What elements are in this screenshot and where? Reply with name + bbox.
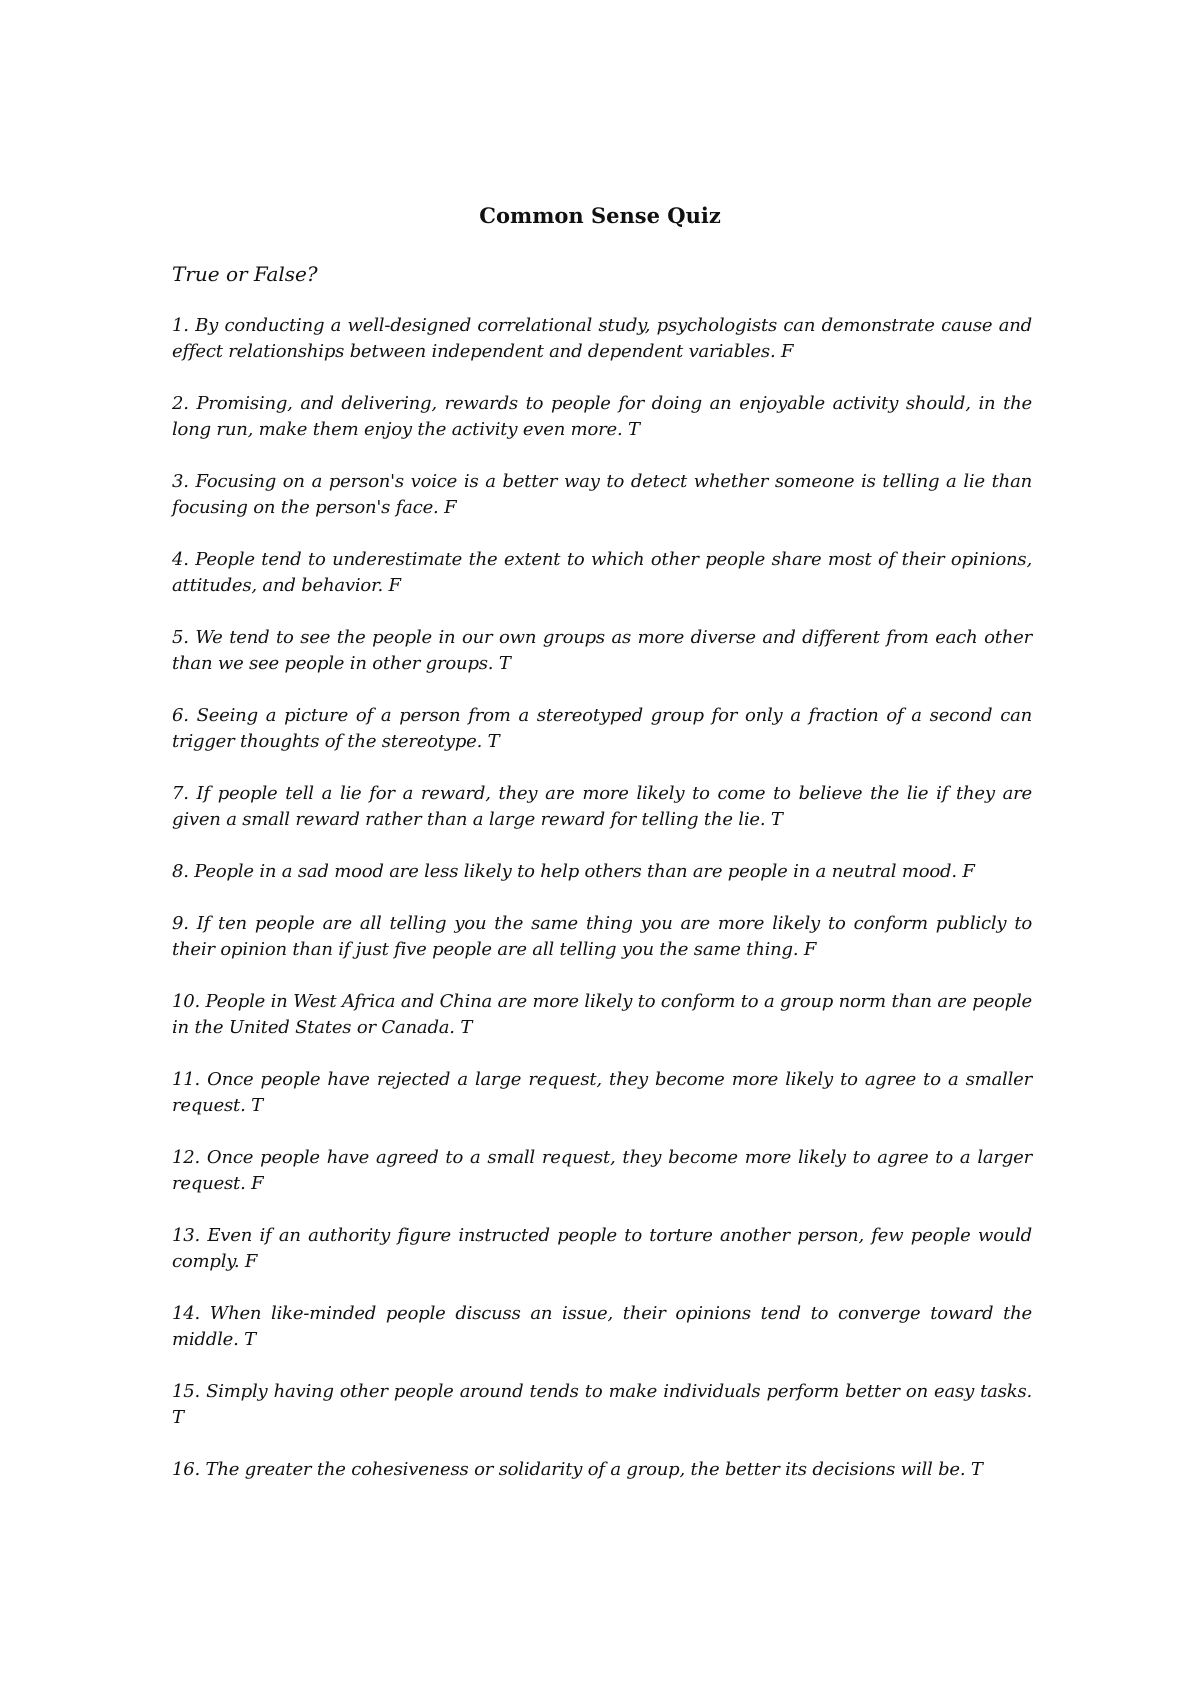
question-item: 4. People tend to underestimate the extent to which other people share most of their opinions, attitudes, and behavior. F (172, 549, 1032, 596)
question-item: 13. Even if an authority figure instructed people to torture another person, few people would comply. F (172, 1225, 1032, 1272)
page-subtitle: True or False? (172, 262, 318, 286)
page-title: Common Sense Quiz (479, 203, 721, 228)
question-item: 6. Seeing a picture of a person from a stereotyped group for only a fraction of a second can trigger thoughts of the stereotype. T (172, 705, 1032, 752)
question-item: 12. Once people have agreed to a small request, they become more likely to agree to a larger request. F (172, 1147, 1032, 1194)
question-item: 7. If people tell a lie for a reward, they are more likely to come to believe the lie if they are given a small reward rather than a large reward for telling the lie. T (172, 783, 1032, 830)
question-item: 5. We tend to see the people in our own groups as more diverse and different from each other than we see people in other groups. T (172, 627, 1032, 674)
question-item: 10. People in West Africa and China are more likely to conform to a group norm than are people in the United States or Canada. T (172, 991, 1032, 1038)
question-item: 2. Promising, and delivering, rewards to people for doing an enjoyable activity should, in the long run, make them enjoy the activity even more. T (172, 393, 1032, 440)
question-list (172, 313, 1032, 1509)
question-item: 8. People in a sad mood are less likely to help others than are people in a neutral mood. F (172, 861, 975, 882)
question-item: 16. The greater the cohesiveness or solidarity of a group, the better its decisions will be. T (172, 1459, 983, 1480)
question-item: 1. By conducting a well-designed correlational study, psychologists can demonstrate cause and effect relationships between independent and dependent variables. F (172, 315, 1032, 362)
question-item: 15. Simply having other people around tends to make individuals perform better on easy tasks. T (172, 1381, 1032, 1428)
question-item: 11. Once people have rejected a large request, they become more likely to agree to a smaller request. T (172, 1069, 1032, 1116)
question-item: 14. When like-minded people discuss an issue, their opinions tend to converge toward the middle. T (172, 1303, 1032, 1350)
question-item: 3. Focusing on a person's voice is a better way to detect whether someone is telling a lie than focusing on the person's face. F (172, 471, 1032, 518)
question-item: 9. If ten people are all telling you the same thing you are more likely to conform publicly to their opinion than if just five people are all telling you the same thing. F (172, 913, 1032, 960)
